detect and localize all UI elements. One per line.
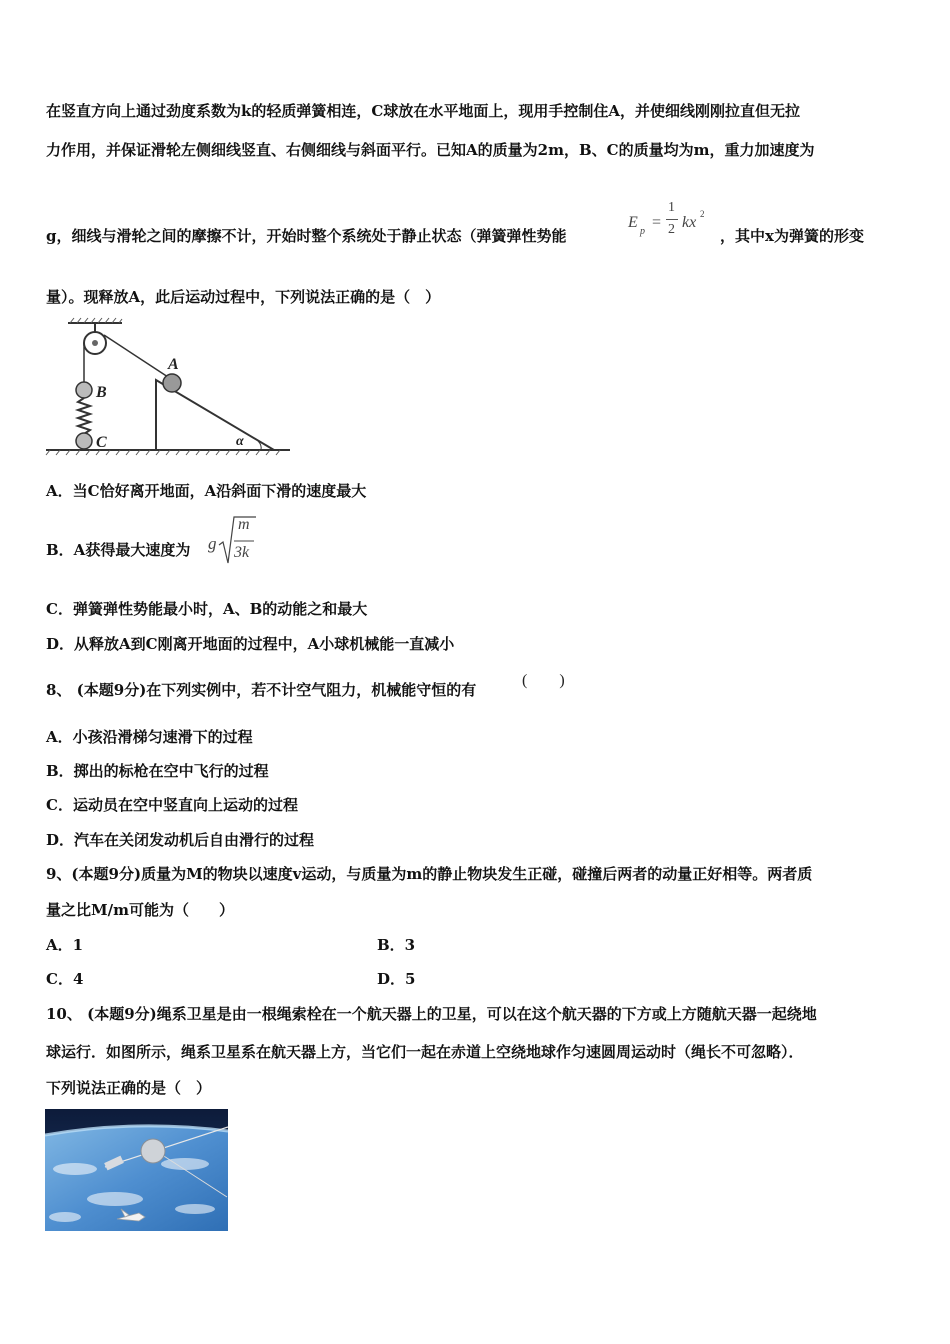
q7-line-3-pre: g，细线与滑轮之间的摩擦不计，开始时整个系统处于静止状态（弹簧弹性势能 <box>46 227 567 245</box>
q7-line-2: 力作用，并保证滑轮左侧细线竖直、右侧细线与斜面平行。已知A的质量为2m，B、C的质量均为m，重力加速度为 <box>46 141 815 159</box>
formula-sub-p: p <box>640 226 645 237</box>
formula-3k: 3k <box>234 544 250 561</box>
q8-answer-paren: ( ) <box>522 672 565 689</box>
formula-fraction-bar <box>666 219 678 220</box>
q9-option-A: A．1 <box>46 936 84 954</box>
rope-incline <box>104 335 168 377</box>
q9-line-1: 9、(本题9分)质量为M的物块以速度v运动，与质量为m的静止物块发生正碰，碰撞后两者的动量正好相等。两者质 <box>46 865 813 883</box>
satellite-sphere <box>141 1139 165 1163</box>
label-A: A <box>168 356 179 373</box>
q8-option-B: B．掷出的标枪在空中飞行的过程 <box>46 762 269 780</box>
q8-option-A: A．小孩沿滑梯匀速滑下的过程 <box>46 728 253 746</box>
q7-option-C: C．弹簧弹性势能最小时，A、B的动能之和最大 <box>46 600 368 618</box>
formula-equals: = <box>652 214 662 231</box>
q9-option-C: C．4 <box>46 970 84 988</box>
q7-option-B: B．A获得最大速度为 <box>46 541 191 559</box>
q9-line-2: 量之比M/m可能为（ ） <box>46 901 234 919</box>
q7-line-3-post: ，其中x为弹簧的形变 <box>720 227 864 245</box>
label-C: C <box>96 434 107 451</box>
pulley-incline-figure <box>44 317 294 462</box>
label-B: B <box>96 384 107 401</box>
q8-stem: 8、 (本题9分)在下列实例中，若不计空气阻力，机械能守恒的有 <box>46 681 477 699</box>
formula-numerator: 1 <box>668 200 675 215</box>
q9-option-D: D．5 <box>377 970 416 988</box>
q7-line-4: 量）。现释放A，此后运动过程中，下列说法正确的是（ ） <box>46 288 441 306</box>
q9-option-B: B．3 <box>377 936 416 954</box>
pulley-axle <box>92 340 98 346</box>
ball-B <box>76 382 92 398</box>
tethered-satellite-image <box>45 1109 228 1231</box>
formula-g: g <box>208 534 217 553</box>
label-alpha: α <box>236 434 244 449</box>
formula-denominator: 2 <box>668 222 675 237</box>
ball-A <box>163 374 181 392</box>
ball-C <box>76 433 92 449</box>
q10-line-1: 10、 (本题9分)绳系卫星是由一根绳索栓在一个航天器上的卫星，可以在这个航天器的下方或上方随航天器一起绕地 <box>46 1005 817 1023</box>
q8-option-C: C．运动员在空中竖直向上运动的过程 <box>46 796 298 814</box>
q7-option-A: A．当C恰好离开地面，A沿斜面下滑的速度最大 <box>46 482 367 500</box>
q10-line-3: 下列说法正确的是（ ） <box>46 1079 212 1097</box>
q8-option-D: D．汽车在关闭发动机后自由滑行的过程 <box>46 831 315 849</box>
formula-E: E <box>628 214 638 231</box>
q7-line-1: 在竖直方向上通过劲度系数为k的轻质弹簧相连，C球放在水平地面上，现用手控制住A，并使细线刚刚拉直但无拉 <box>46 102 800 120</box>
q10-line-2: 球运行．如图所示，绳系卫星系在航天器上方，当它们一起在赤道上空绕地球作匀速圆周运动时（绳长不可忽略）． <box>46 1043 804 1061</box>
spring <box>78 398 90 434</box>
q7-option-D: D．从释放A到C刚离开地面的过程中，A小球机械能一直减小 <box>46 635 455 653</box>
formula-square: 2 <box>700 209 705 219</box>
formula-kx: kx <box>682 214 697 231</box>
formula-m: m <box>238 516 250 533</box>
